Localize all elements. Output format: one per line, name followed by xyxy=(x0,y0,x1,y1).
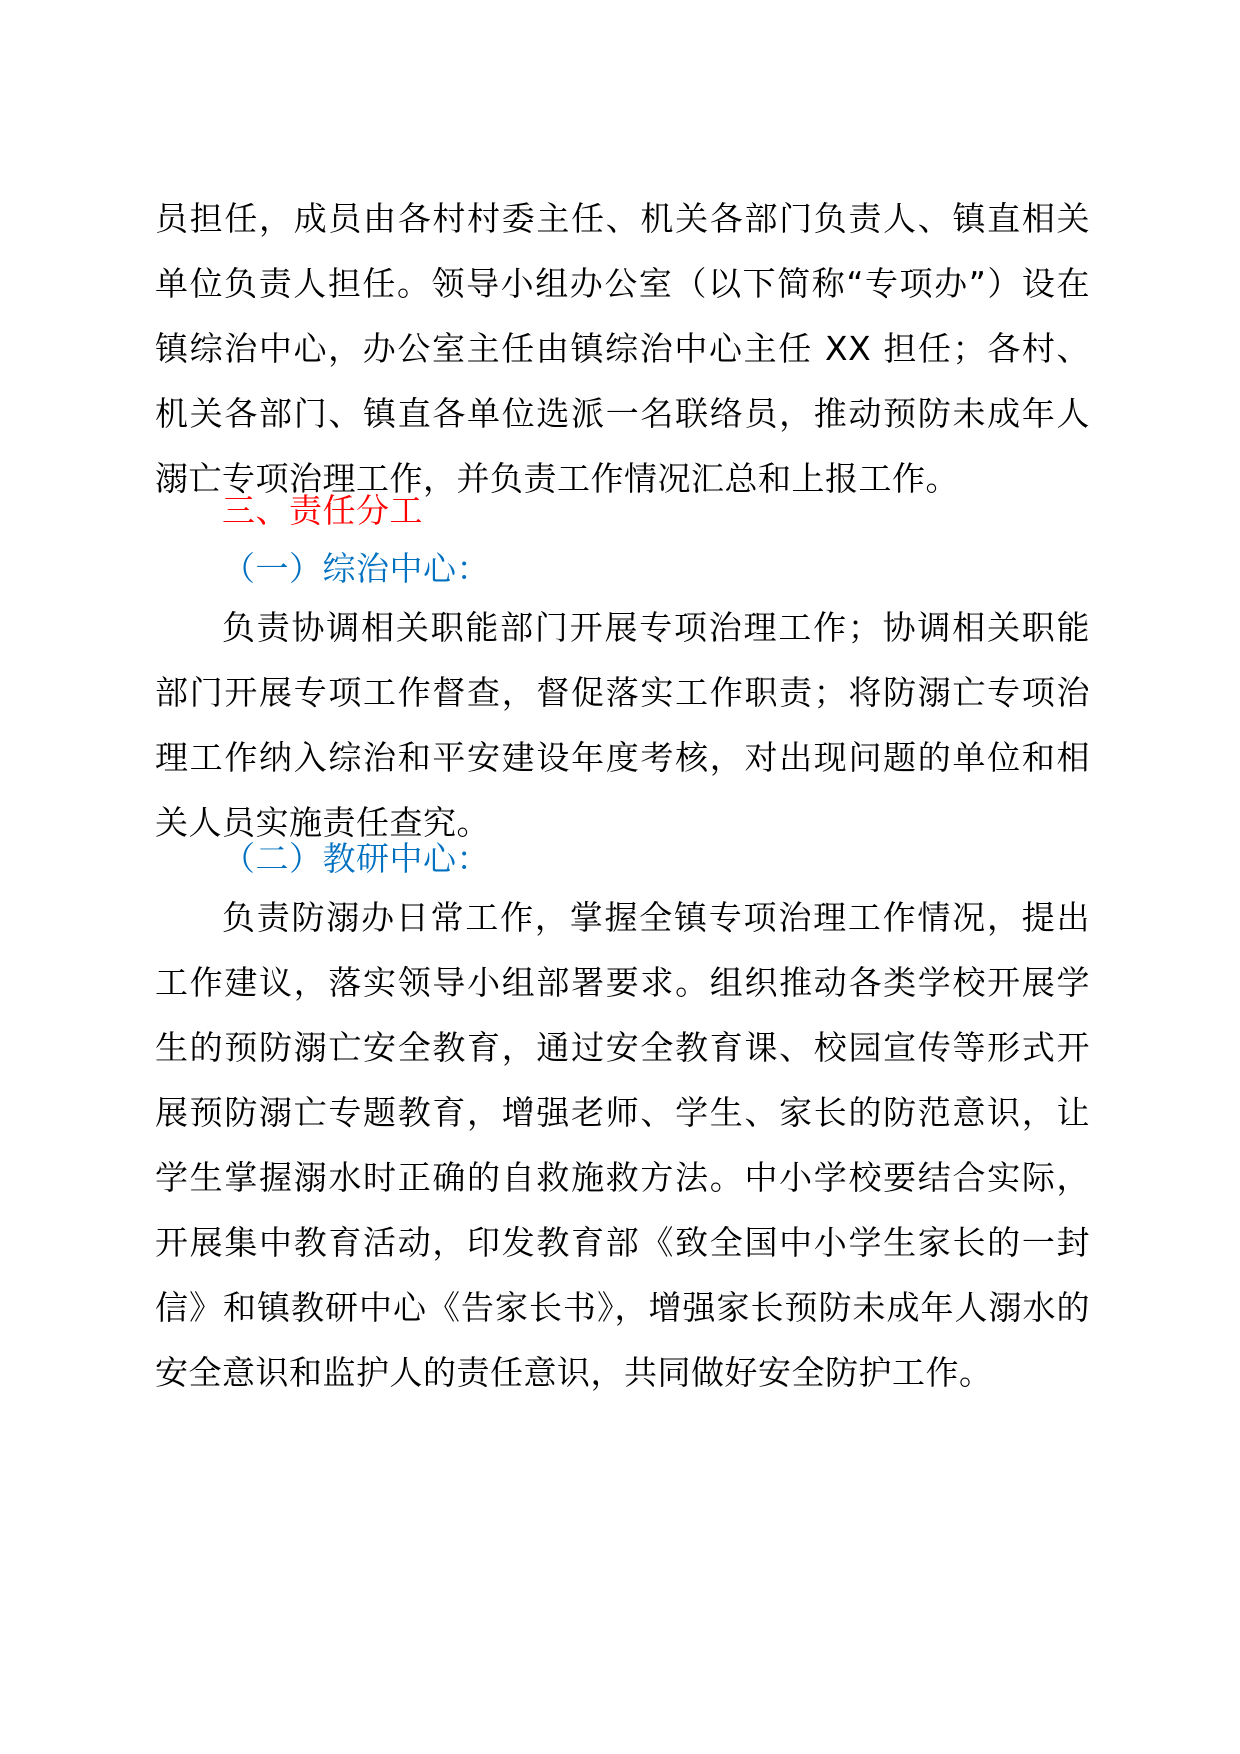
subsection-heading-teaching-research-center: （二）教研中心： xyxy=(222,839,490,878)
paragraph-teaching-research-center-duties: 负责防溺办日常工作，掌握全镇专项治理工作情况，提出工作建议，落实领导小组部署要求。组织推动各类学校开展学生的预防溺亡安全教育，通过安全教育课、校园宣传等形式开展预防溺亡专题教育，增强老师、学生、家长的防范意识，让学生掌握溺水时正确的自救施救方法。中小学校要结合实际，开展集中教育活动，印发教育部《致全国中小学生家长的一封信》和镇教研中心《告家长书》，增强家长预防未成年人溺水的安全意识和监护人的责任意识，共同做好安全防护工作。 xyxy=(155,898,1090,1392)
paragraph-comprehensive-center-duties: 负责协调相关职能部门开展专项治理工作；协调相关职能部门开展专项工作督查，督促落实工作职责；将防溺亡专项治理工作纳入综治和平安建设年度考核，对出现问题的单位和相关人员实施责任查究。 xyxy=(155,608,1090,842)
section-heading-responsibilities: 三、责任分工 xyxy=(222,491,423,530)
paragraph-leadership-group: 员担任，成员由各村村委主任、机关各部门负责人、镇直相关单位负责人担任。领导小组办公室（以下简称“专项办”）设在镇综治中心，办公室主任由镇综治中心主任 XX 担任；各村、机关各部门、镇直各单位选派一名联络员，推动预防未成年人溺亡专项治理工作，并负责工作情况汇总和上报工作。 xyxy=(155,199,1090,498)
subsection-heading-comprehensive-center: （一）综治中心： xyxy=(222,549,490,588)
